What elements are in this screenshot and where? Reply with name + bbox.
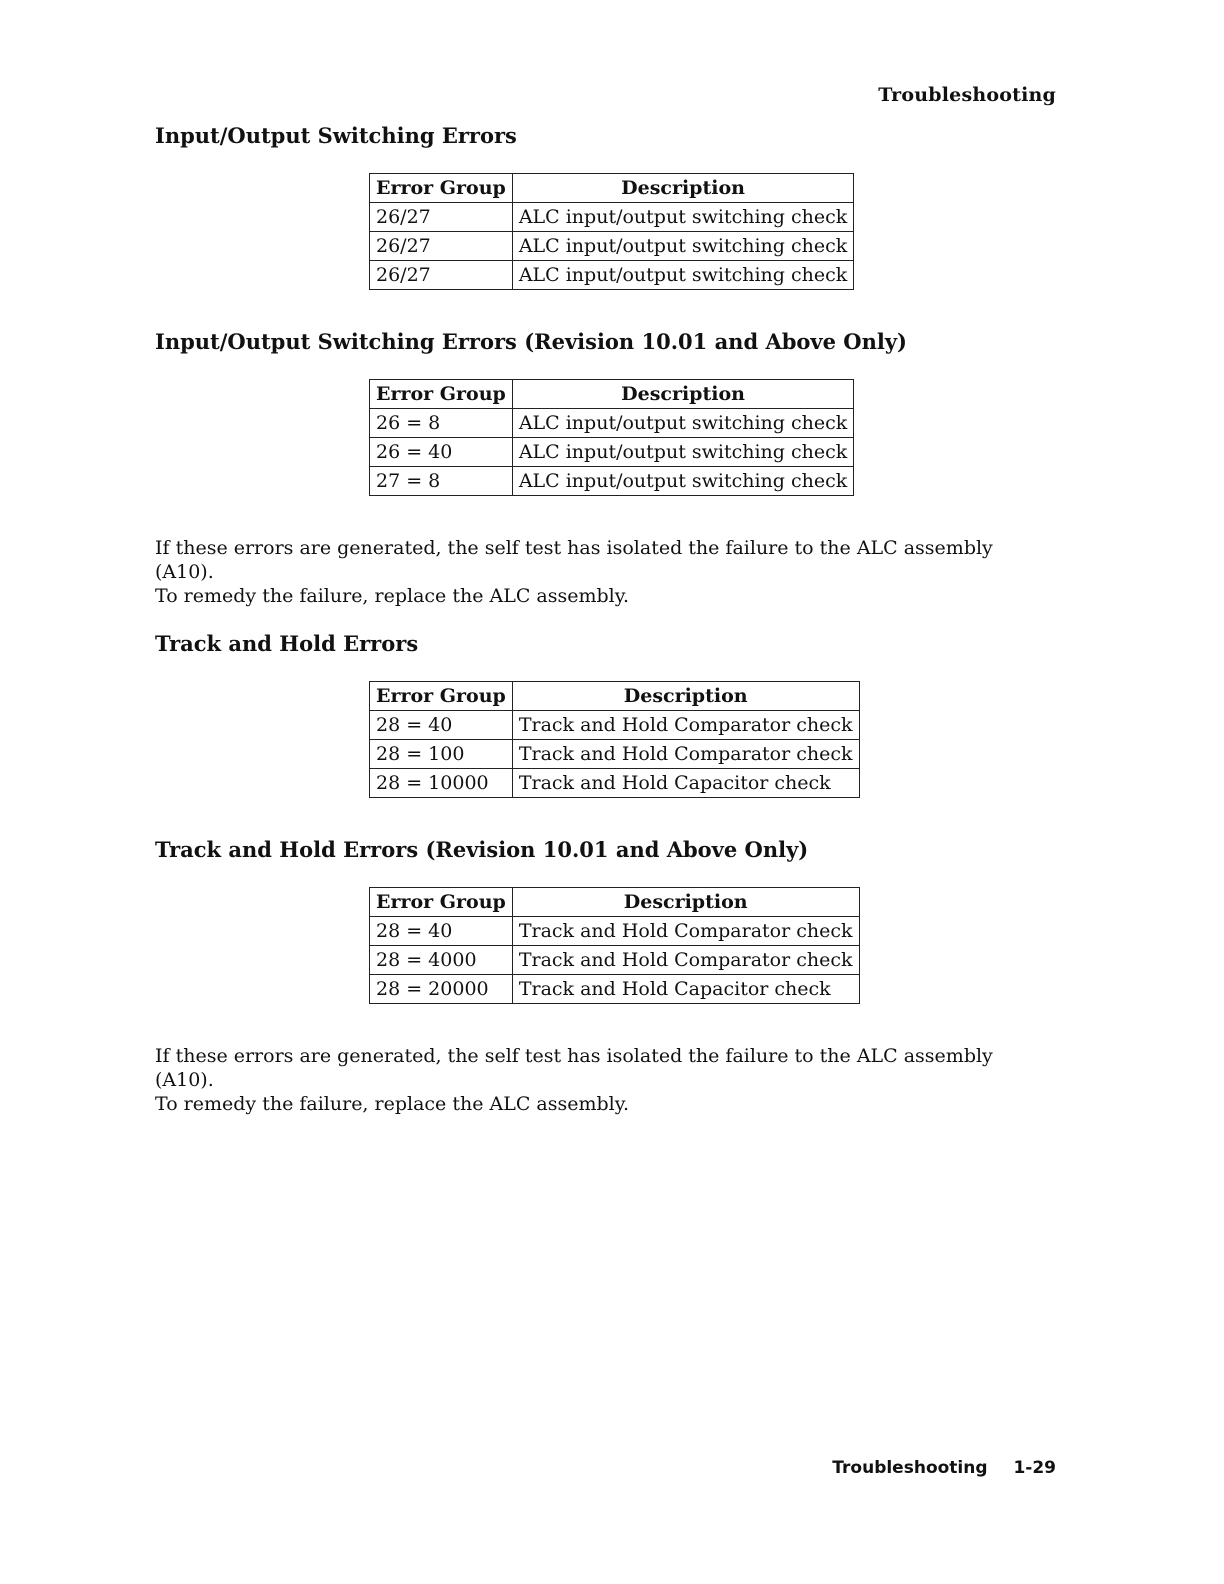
- description-cell: Track and Hold Comparator check: [512, 917, 859, 946]
- column-header-error-group: Error Group: [370, 682, 513, 711]
- body-paragraph: [155, 1044, 1055, 1116]
- section-heading: Input/Output Switching Errors (Revision 10.01 and Above Only): [155, 329, 907, 354]
- table-header-row: [370, 380, 854, 409]
- table-row: [370, 203, 854, 232]
- table-row: [370, 975, 860, 1004]
- paragraph-line: If these errors are generated, the self test has isolated the failure to the ALC assembly (A10).: [155, 537, 993, 583]
- table-row: [370, 438, 854, 467]
- description-cell: ALC input/output switching check: [512, 261, 853, 290]
- column-header-description: Description: [512, 174, 853, 203]
- error-group-cell: 28 = 10000: [370, 769, 513, 798]
- description-cell: Track and Hold Comparator check: [512, 740, 859, 769]
- running-head: Troubleshooting: [878, 84, 1056, 106]
- table-row: [370, 917, 860, 946]
- paragraph-line: To remedy the failure, replace the ALC assembly.: [155, 1093, 629, 1115]
- description-cell: Track and Hold Capacitor check: [512, 975, 859, 1004]
- description-cell: ALC input/output switching check: [512, 409, 853, 438]
- description-cell: Track and Hold Capacitor check: [512, 769, 859, 798]
- table-row: [370, 711, 860, 740]
- section-heading: Input/Output Switching Errors: [155, 123, 517, 148]
- table-row: [370, 232, 854, 261]
- error-group-cell: 26 = 40: [370, 438, 513, 467]
- description-cell: ALC input/output switching check: [512, 438, 853, 467]
- error-table: [369, 681, 860, 798]
- error-group-cell: 27 = 8: [370, 467, 513, 496]
- table-row: [370, 769, 860, 798]
- column-header-error-group: Error Group: [370, 174, 513, 203]
- page-footer: [832, 1458, 1056, 1478]
- table-header-row: [370, 174, 854, 203]
- column-header-error-group: Error Group: [370, 888, 513, 917]
- table-header-row: [370, 888, 860, 917]
- error-group-cell: 26/27: [370, 203, 513, 232]
- error-group-cell: 26 = 8: [370, 409, 513, 438]
- description-cell: Track and Hold Comparator check: [512, 711, 859, 740]
- paragraph-line: If these errors are generated, the self test has isolated the failure to the ALC assembly (A10).: [155, 1045, 993, 1091]
- section-heading: Track and Hold Errors: [155, 631, 419, 656]
- description-cell: ALC input/output switching check: [512, 232, 853, 261]
- error-group-cell: 28 = 40: [370, 711, 513, 740]
- column-header-error-group: Error Group: [370, 380, 513, 409]
- page-number: 1-29: [1013, 1458, 1056, 1478]
- column-header-description: Description: [512, 888, 859, 917]
- page-content: [155, 122, 1055, 1116]
- error-group-cell: 26/27: [370, 261, 513, 290]
- description-cell: ALC input/output switching check: [512, 467, 853, 496]
- table-header-row: [370, 682, 860, 711]
- error-table: [369, 887, 860, 1004]
- table-row: [370, 467, 854, 496]
- description-cell: ALC input/output switching check: [512, 203, 853, 232]
- error-group-cell: 28 = 4000: [370, 946, 513, 975]
- footer-section-title: Troubleshooting: [832, 1458, 988, 1478]
- table-row: [370, 946, 860, 975]
- body-paragraph: [155, 536, 1055, 608]
- error-table: [369, 379, 854, 496]
- column-header-description: Description: [512, 682, 859, 711]
- column-header-description: Description: [512, 380, 853, 409]
- error-table: [369, 173, 854, 290]
- error-group-cell: 26/27: [370, 232, 513, 261]
- description-cell: Track and Hold Comparator check: [512, 946, 859, 975]
- section-heading: Track and Hold Errors (Revision 10.01 and Above Only): [155, 837, 809, 862]
- paragraph-line: To remedy the failure, replace the ALC assembly.: [155, 585, 629, 607]
- table-row: [370, 261, 854, 290]
- error-group-cell: 28 = 100: [370, 740, 513, 769]
- error-group-cell: 28 = 40: [370, 917, 513, 946]
- table-row: [370, 409, 854, 438]
- error-group-cell: 28 = 20000: [370, 975, 513, 1004]
- table-row: [370, 740, 860, 769]
